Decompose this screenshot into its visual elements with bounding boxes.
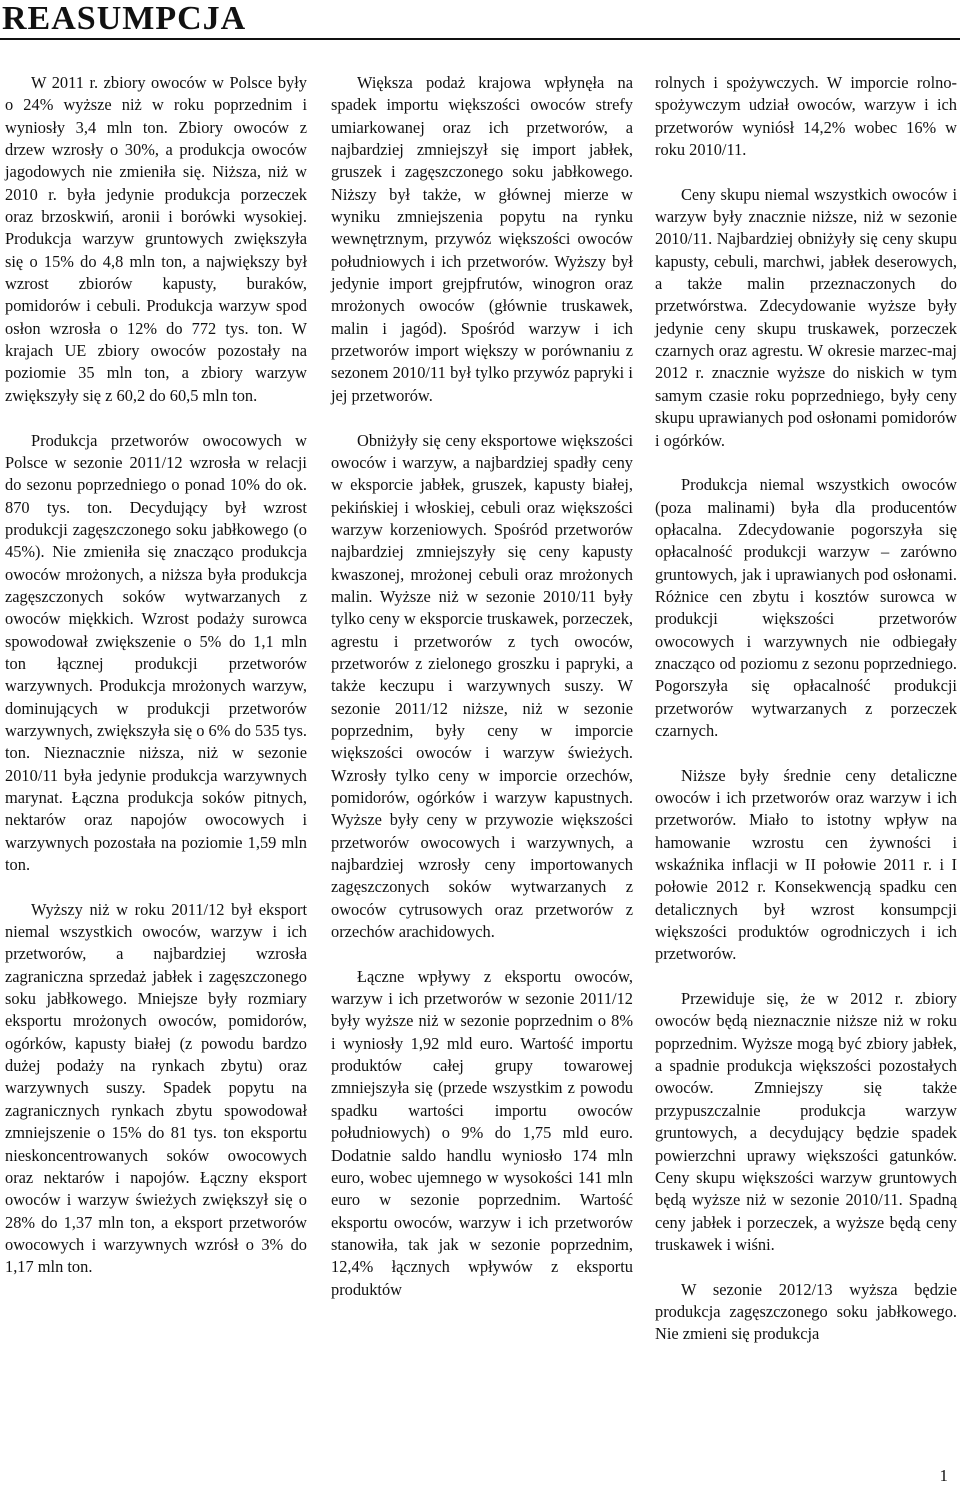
paragraph-continued: rolnych i spożywczych. W imporcie rolno-spożywczym udział owoców, warzyw i ich przetworów wyniósł 14,2% wobec 16% w roku 2010/11. [655,73,957,160]
paragraph: Większa podaż krajowa wpłynęła na spadek importu większości owoców strefy umiarkowanej oraz ich przetworów, a najbardziej zmniejszył się import jabłek, gruszek i zagęszczonego soku jabłkowego. Niższy był także, w głównej mierze w wyniku zmniejszenia popytu na rynku wewnętrznym, przywóz większości owoców południowych i ich przetworów. Wyższy był jedynie import grejpfrutów, winogron oraz mrożonych owoców (głównie truskawek, malin i jagód). Spośród warzyw i ich przetworów import większy w porównaniu z sezonem 2010/11 był tylko przywóz papryki i jej przetworów. [331,73,633,405]
text-column-1 [5,72,307,1301]
paragraph: Produkcja przetworów owocowych w Polsce w sezonie 2011/12 wzrosła w relacji do sezonu poprzedniego o ponad 10% do ok. 870 tys. ton. Decydujący był wzrost produkcji zagęszczonego soku jabłkowego (o 45%). Nie zmieniła się znacząco produkcja owoców mrożonych, a niższa była produkcja zagęszczonych soków wytwarzanych z owoców miękkich. Wzrost podaży surowca spowodował zwiększenie o 5% do 1,1 mln ton łącznej produkcji przetworów warzywnych. Produkcja mrożonych warzyw, dominujących w produkcji przetworów warzywnych, zwiększyła się o 6% do 535 tys. ton. Nieznacznie niższa, niż w sezonie 2010/11 była jedynie produkcja warzywnych marynat. Łączna produkcja soków pitnych, nektarów oraz napojów owocowych i warzywnych pozostała na poziomie 1,59 mln ton. [5,430,307,875]
paragraph: Łączne wpływy z eksportu owoców, warzyw i ich przetworów w sezonie 2011/12 były wyższe niż w sezonie poprzednim o 8% i wyniosły 1,92 mld euro. Wartość importu produktów całej grupy towarowej zmniejszyła się (przede wszystkim z powodu spadku wartości importu owoców południowych) o 9% do 1,75 mld euro. Dodatnie saldo handlu wyniosło 174 mln euro, wobec ujemnego w wysokości 141 mln euro w sezonie poprzednim. Wartość eksportu owoców, warzyw i ich przetworów stanowiła, tak jak w sezonie poprzednim, 12,4% łącznych wpływów z eksportu produktów [331,966,633,1299]
paragraph: Produkcja niemal wszystkich owoców (poza malinami) była dla producentów opłacalna. Zdecydowanie pogorszyła się opłacalność produkcji warzyw – zarówno gruntowych, jak i uprawianych pod osłonami. Różnice cen zbytu i kosztów surowca w produkcji większości przetworów owocowych i warzywnych nie odbiegały znacząco od poziomu z sezonu poprzedniego. Pogorszyła się opłacalność produkcji przetworów wytwarzanych z porzeczek czarnych. [655,475,957,740]
page-title: REASUMPCJA [2,0,247,37]
paragraph: Obniżyły się ceny eksportowe większości owoców i warzyw, a najbardziej spadły ceny w eksporcie jabłek, gruszek, kapusty białej, pekińskiej i włoskiej, cebuli oraz większości warzyw korzeniowych. Spośród przetworów najbardziej zmniejszyły się ceny kapusty kwaszonej, mrożonej cebuli oraz mrożonych malin. Wyższe niż w sezonie 2010/11 były tylko ceny w eksporcie truskawek, porzeczek, agrestu i przetworów z tych owoców, przetworów z zielonego groszku i papryki, a także keczupu i warzywnych suszy. W sezonie 2011/12 niższe, niż w sezonie poprzednim, były ceny w imporcie większości owoców i warzyw świeżych. Wzrosły tylko ceny w imporcie orzechów, pomidorów, ogórków i warzyw kapustnych. Wyższe były ceny w przywozie większości przetworów owocowych i warzywnych, a najbardziej wzrosły ceny importowanych zagęszczonych soków wytwarzanych z owoców cytrusowych oraz przetworów z orzechów arachidowych. [331,430,633,942]
paragraph: Przewiduje się, że w 2012 r. zbiory owoców będą nieznacznie niższe niż w roku poprzednim. Wyższe mogą być zbiory jabłek, a spadnie produkcja większości pozostałych owoców. Zmniejszy się także przypuszczalnie produkcja warzyw gruntowych, a decydujący będzie spadek powierzchni uprawy większości gatunków. Ceny skupu większości warzyw gruntowych będą wyższe niż w sezonie 2010/11. Spadną ceny jabłek i porzeczek, a wyższe będą ceny truskawek i wiśni. [655,989,957,1254]
text-column-3 [655,72,957,1368]
paragraph: W sezonie 2012/13 wyższa będzie produkcja zagęszczonego soku jabłkowego. Nie zmieni się produkcja [655,1279,957,1344]
text-column-2 [331,72,633,1323]
paragraph: Niższe były średnie ceny detaliczne owoców i ich przetworów oraz warzyw i ich przetworów. Miało to istotny wpływ na hamowanie wzrostu cen żywności i wskaźnika inflacji w II połowie 2011 r. i I połowie 2012 r. Konsekwencją spadku cen detalicznych był wzrost konsumpcji większości produktów ogrodniczych i ich przetworów. [655,765,957,964]
page-number: 1 [939,1466,948,1485]
paragraph: Ceny skupu niemal wszystkich owoców i warzyw były znacznie niższe, niż w sezonie 2010/11. Najbardziej obniżyły się ceny skupu kapusty, cebuli, marchwi, jabłek deserowych, a także malin przeznaczonych do przetwórstwa. Zdecydowanie wyższe były jedynie ceny skupu truskawek, porzeczek czarnych oraz agrestu. W okresie marzec-maj 2012 r. znacznie wyższe do niskich w tym samym czasie roku poprzedniego, były ceny skupu uprawianych pod osłonami pomidorów i ogórków. [655,184,957,450]
paragraph: Wyższy niż w roku 2011/12 był eksport niemal wszystkich owoców, warzyw i ich przetworów, a najbardziej wzrosła zagraniczna sprzedaż jabłek i zagęszczonego soku jabłkowego. Mniejsze były rozmiary eksportu mrożonych owoców, pomidorów, ogórków, kapusty białej (z powodu bardzo dużej podaży na rynkach zbytu) oraz warzywnych suszy. Spadek popytu na zagranicznych rynkach zbytu spowodował zmniejszenie o 15% do 81 tys. ton eksportu nieskoncentrowanych soków owocowych oraz nektarów i napojów. Łączny eksport owoców i warzyw świeżych zwiększył się o 28% do 1,37 mln ton, a eksport przetworów owocowych i warzywnych wzrósł o 3% do 1,17 mln ton. [5,899,307,1277]
title-divider [0,38,960,40]
paragraph: W 2011 r. zbiory owoców w Polsce były o 24% wyższe niż w roku poprzednim i wyniosły 3,4 mln ton. Zbiory owoców z drzew wzrosły o 30%, a produkcja owoców jagodowych nie zmieniła się. Niższa, niż w 2010 r. była jedynie produkcja porzeczek oraz brzoskwiń, aronii i borówki wysokiej. Produkcja warzyw gruntowych zwiększyła się o 15% do 4,8 mln ton, a największy był wzrost zbiorów kapusty, buraków, pomidorów i cebuli. Produkcja warzyw spod osłon wzrosła o 12% do 772 tys. ton. W krajach UE zbiory owoców pozostały na poziomie 35 mln ton, a zbiory warzyw zwiększyły się z 60,2 do 60,5 mln ton. [5,73,307,405]
